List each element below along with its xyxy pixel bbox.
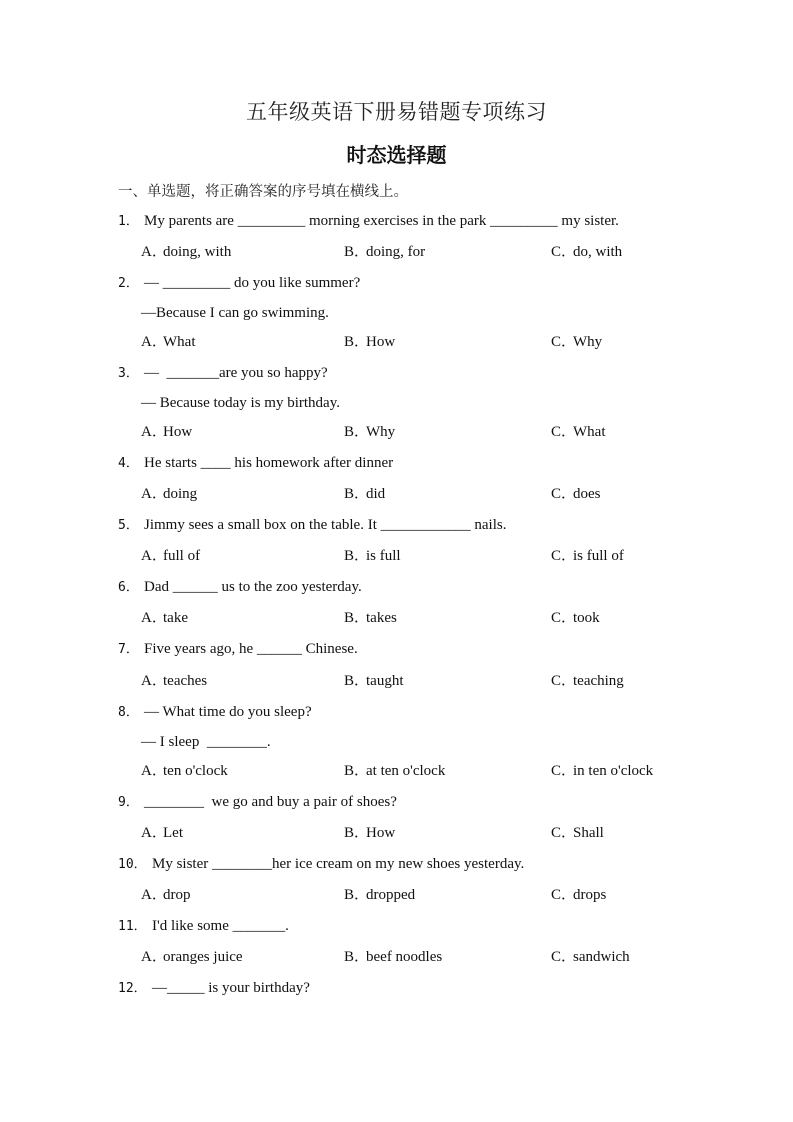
question-text: — _______are you so happy? (144, 365, 328, 381)
question-text: Dad ______ us to the zoo yesterday. (144, 579, 362, 595)
question-3 (118, 363, 328, 383)
question-7 (118, 639, 358, 659)
question-3-response: — Because today is my birthday. (141, 395, 340, 411)
option-b[interactable]: B．is full (344, 548, 401, 564)
option-b[interactable]: B．doing, for (344, 244, 426, 260)
option-b[interactable]: B．did (344, 486, 386, 502)
option-a[interactable]: A．ten o'clock (141, 763, 228, 779)
option-b[interactable]: B．takes (344, 610, 397, 626)
question-number: 3． (118, 366, 139, 381)
question-2-options (141, 332, 701, 352)
section-heading: 一、单选题，将正确答案的序号填在横线上。 (118, 184, 408, 200)
option-c[interactable]: C．do, with (551, 244, 623, 260)
question-2-response: —Because I can go swimming. (141, 305, 329, 321)
option-a[interactable]: A．oranges juice (141, 949, 243, 965)
question-11 (118, 916, 289, 936)
question-10-options (141, 885, 701, 905)
option-a[interactable]: A．How (141, 424, 193, 440)
option-c[interactable]: C．teaching (551, 673, 624, 689)
question-6-options (141, 608, 701, 628)
option-a[interactable]: A．doing, with (141, 244, 232, 260)
option-b[interactable]: B．beef noodles (344, 949, 443, 965)
question-number: 12． (118, 981, 147, 996)
question-number: 4． (118, 456, 139, 471)
question-number: 7． (118, 642, 139, 657)
question-1 (118, 211, 619, 231)
question-text: —_____ is your birthday? (152, 980, 310, 996)
question-text: Five years ago, he ______ Chinese. (144, 641, 358, 657)
option-a[interactable]: A．doing (141, 486, 198, 502)
option-a[interactable]: A．Let (141, 825, 183, 841)
option-b[interactable]: B．dropped (344, 887, 416, 903)
page-title: 五年级英语下册易错题专项练习 (246, 100, 547, 124)
option-a[interactable]: A．teaches (141, 673, 208, 689)
question-number: 11． (118, 919, 147, 934)
option-b[interactable]: B．How (344, 334, 396, 350)
option-c[interactable]: C．took (551, 610, 600, 626)
question-1-options (141, 242, 701, 262)
question-2 (118, 273, 360, 293)
option-b[interactable]: B．Why (344, 424, 396, 440)
question-5 (118, 515, 506, 535)
option-c[interactable]: C．does (551, 486, 601, 502)
option-b[interactable]: B．at ten o'clock (344, 763, 446, 779)
option-a[interactable]: A．take (141, 610, 188, 626)
question-number: 9． (118, 795, 139, 810)
question-text: — _________ do you like summer? (144, 275, 361, 291)
option-b[interactable]: B．How (344, 825, 396, 841)
question-text: — What time do you sleep? (144, 704, 312, 720)
question-3-options (141, 422, 701, 442)
question-number: 2． (118, 276, 139, 291)
question-9 (118, 792, 397, 812)
question-4-options (141, 484, 701, 504)
page-subtitle: 时态选择题 (346, 143, 447, 167)
option-c[interactable]: C．drops (551, 887, 607, 903)
question-11-options (141, 947, 701, 967)
question-number: 6． (118, 580, 139, 595)
question-12 (118, 978, 310, 998)
question-10 (118, 854, 524, 874)
option-c[interactable]: C．Why (551, 334, 603, 350)
option-a[interactable]: A．full of (141, 548, 201, 564)
question-8-options (141, 761, 701, 781)
question-8 (118, 702, 312, 722)
question-7-options (141, 671, 701, 691)
option-c[interactable]: C．in ten o'clock (551, 763, 654, 779)
question-text: He starts ____ his homework after dinner (144, 455, 394, 471)
option-a[interactable]: A．What (141, 334, 196, 350)
question-number: 1． (118, 214, 139, 229)
question-text: I'd like some _______. (152, 918, 289, 934)
question-number: 8． (118, 705, 139, 720)
option-c[interactable]: C．sandwich (551, 949, 630, 965)
option-c[interactable]: C．Shall (551, 825, 604, 841)
option-c[interactable]: C．What (551, 424, 606, 440)
option-b[interactable]: B．taught (344, 673, 404, 689)
question-6 (118, 577, 362, 597)
question-5-options (141, 546, 701, 566)
question-text: Jimmy sees a small box on the table. It ____________ nails. (144, 517, 507, 533)
option-a[interactable]: A．drop (141, 887, 191, 903)
question-text: My sister ________her ice cream on my new shoes yesterday. (152, 856, 525, 872)
question-number: 5． (118, 518, 139, 533)
question-number: 10． (118, 857, 147, 872)
question-text: My parents are _________ morning exercises in the park _________ my sister. (144, 213, 619, 229)
question-8-response: — I sleep ________. (141, 734, 271, 750)
option-c[interactable]: C．is full of (551, 548, 624, 564)
question-9-options (141, 823, 701, 843)
question-4 (118, 453, 393, 473)
question-text: ________ we go and buy a pair of shoes? (144, 794, 397, 810)
